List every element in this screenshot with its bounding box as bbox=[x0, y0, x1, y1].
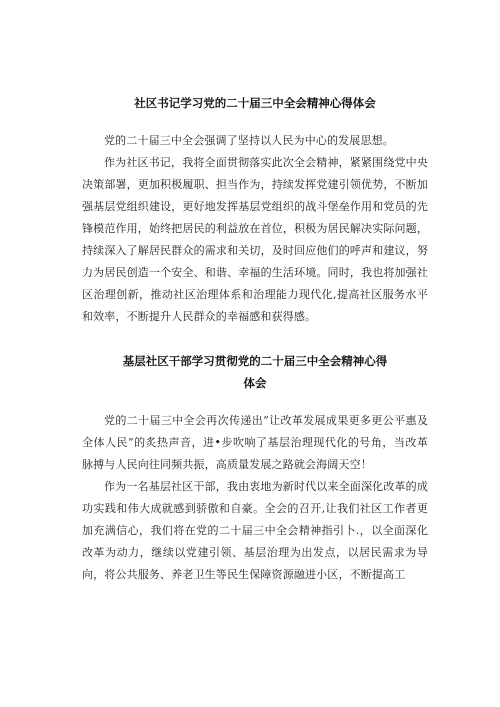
spacer bbox=[82, 394, 428, 410]
document-body bbox=[82, 92, 428, 586]
section-2-title-line-1: 基层社区干部学习贯彻党的二十届三中全会精神心得 bbox=[122, 354, 388, 368]
section-2-title bbox=[82, 350, 428, 394]
spacer bbox=[82, 328, 428, 350]
section-2-paragraph-1: 党的二十届三中全会再次传递出“让改革发展成果更多更公平惠及全体人民”的炙热声音，进•步吹响了基层治理现代化的号角，当改革脉搏与人民向往同频共振，高质量发展之路就会海阔天空！ bbox=[82, 414, 428, 471]
section-1-title: 社区书记学习党的二十届三中全会精神心得体会 bbox=[134, 96, 376, 110]
section-1-paragraph-1: 党的二十届三中全会强调了坚持以人民为中心的发展思想。 bbox=[104, 134, 394, 147]
spacer bbox=[82, 114, 428, 130]
section-2-paragraph-2: 作为一名基层社区干部，我由衷地为新时代以来全面深化改革的成功实践和伟大成就感到骄傲和自豪。全会的召开,让我们社区工作者更加充满信心，我们将在党的二十届三中全会精神指引卜.，以全面深化改革为动力，继续以党建引领、基层治理为出发点，以居民需求为导向，将公共服务、养老卫生等民生保障资源融进小区，不断提高工 bbox=[82, 480, 428, 581]
section-2-title-line-2: 体会 bbox=[243, 376, 267, 390]
section-1-paragraph-2: 作为社区书记，我将全面贯彻落实此次全会精神，紧紧围绕党中央决策部署，更加积极履职、担当作为，持续发挥党建引领优势，不断加强基层党组织建设，更好地发挥基层党组织的战斗堡垒作用和党员的先锋模范作用，始终把居民的利益放在首位，积极为居民解决实际问题，持续深入了解居民群众的需求和关切，及时回应他们的呼声和建议，努力为居民创造一个安全、和谐、幸福的生活环境。同时，我也将加强社区治理创新，推动社区治理体系和治理能力现代化,提高社区服务水平和效率，不断提升人民群众的幸福感和获得感。 bbox=[82, 156, 428, 323]
